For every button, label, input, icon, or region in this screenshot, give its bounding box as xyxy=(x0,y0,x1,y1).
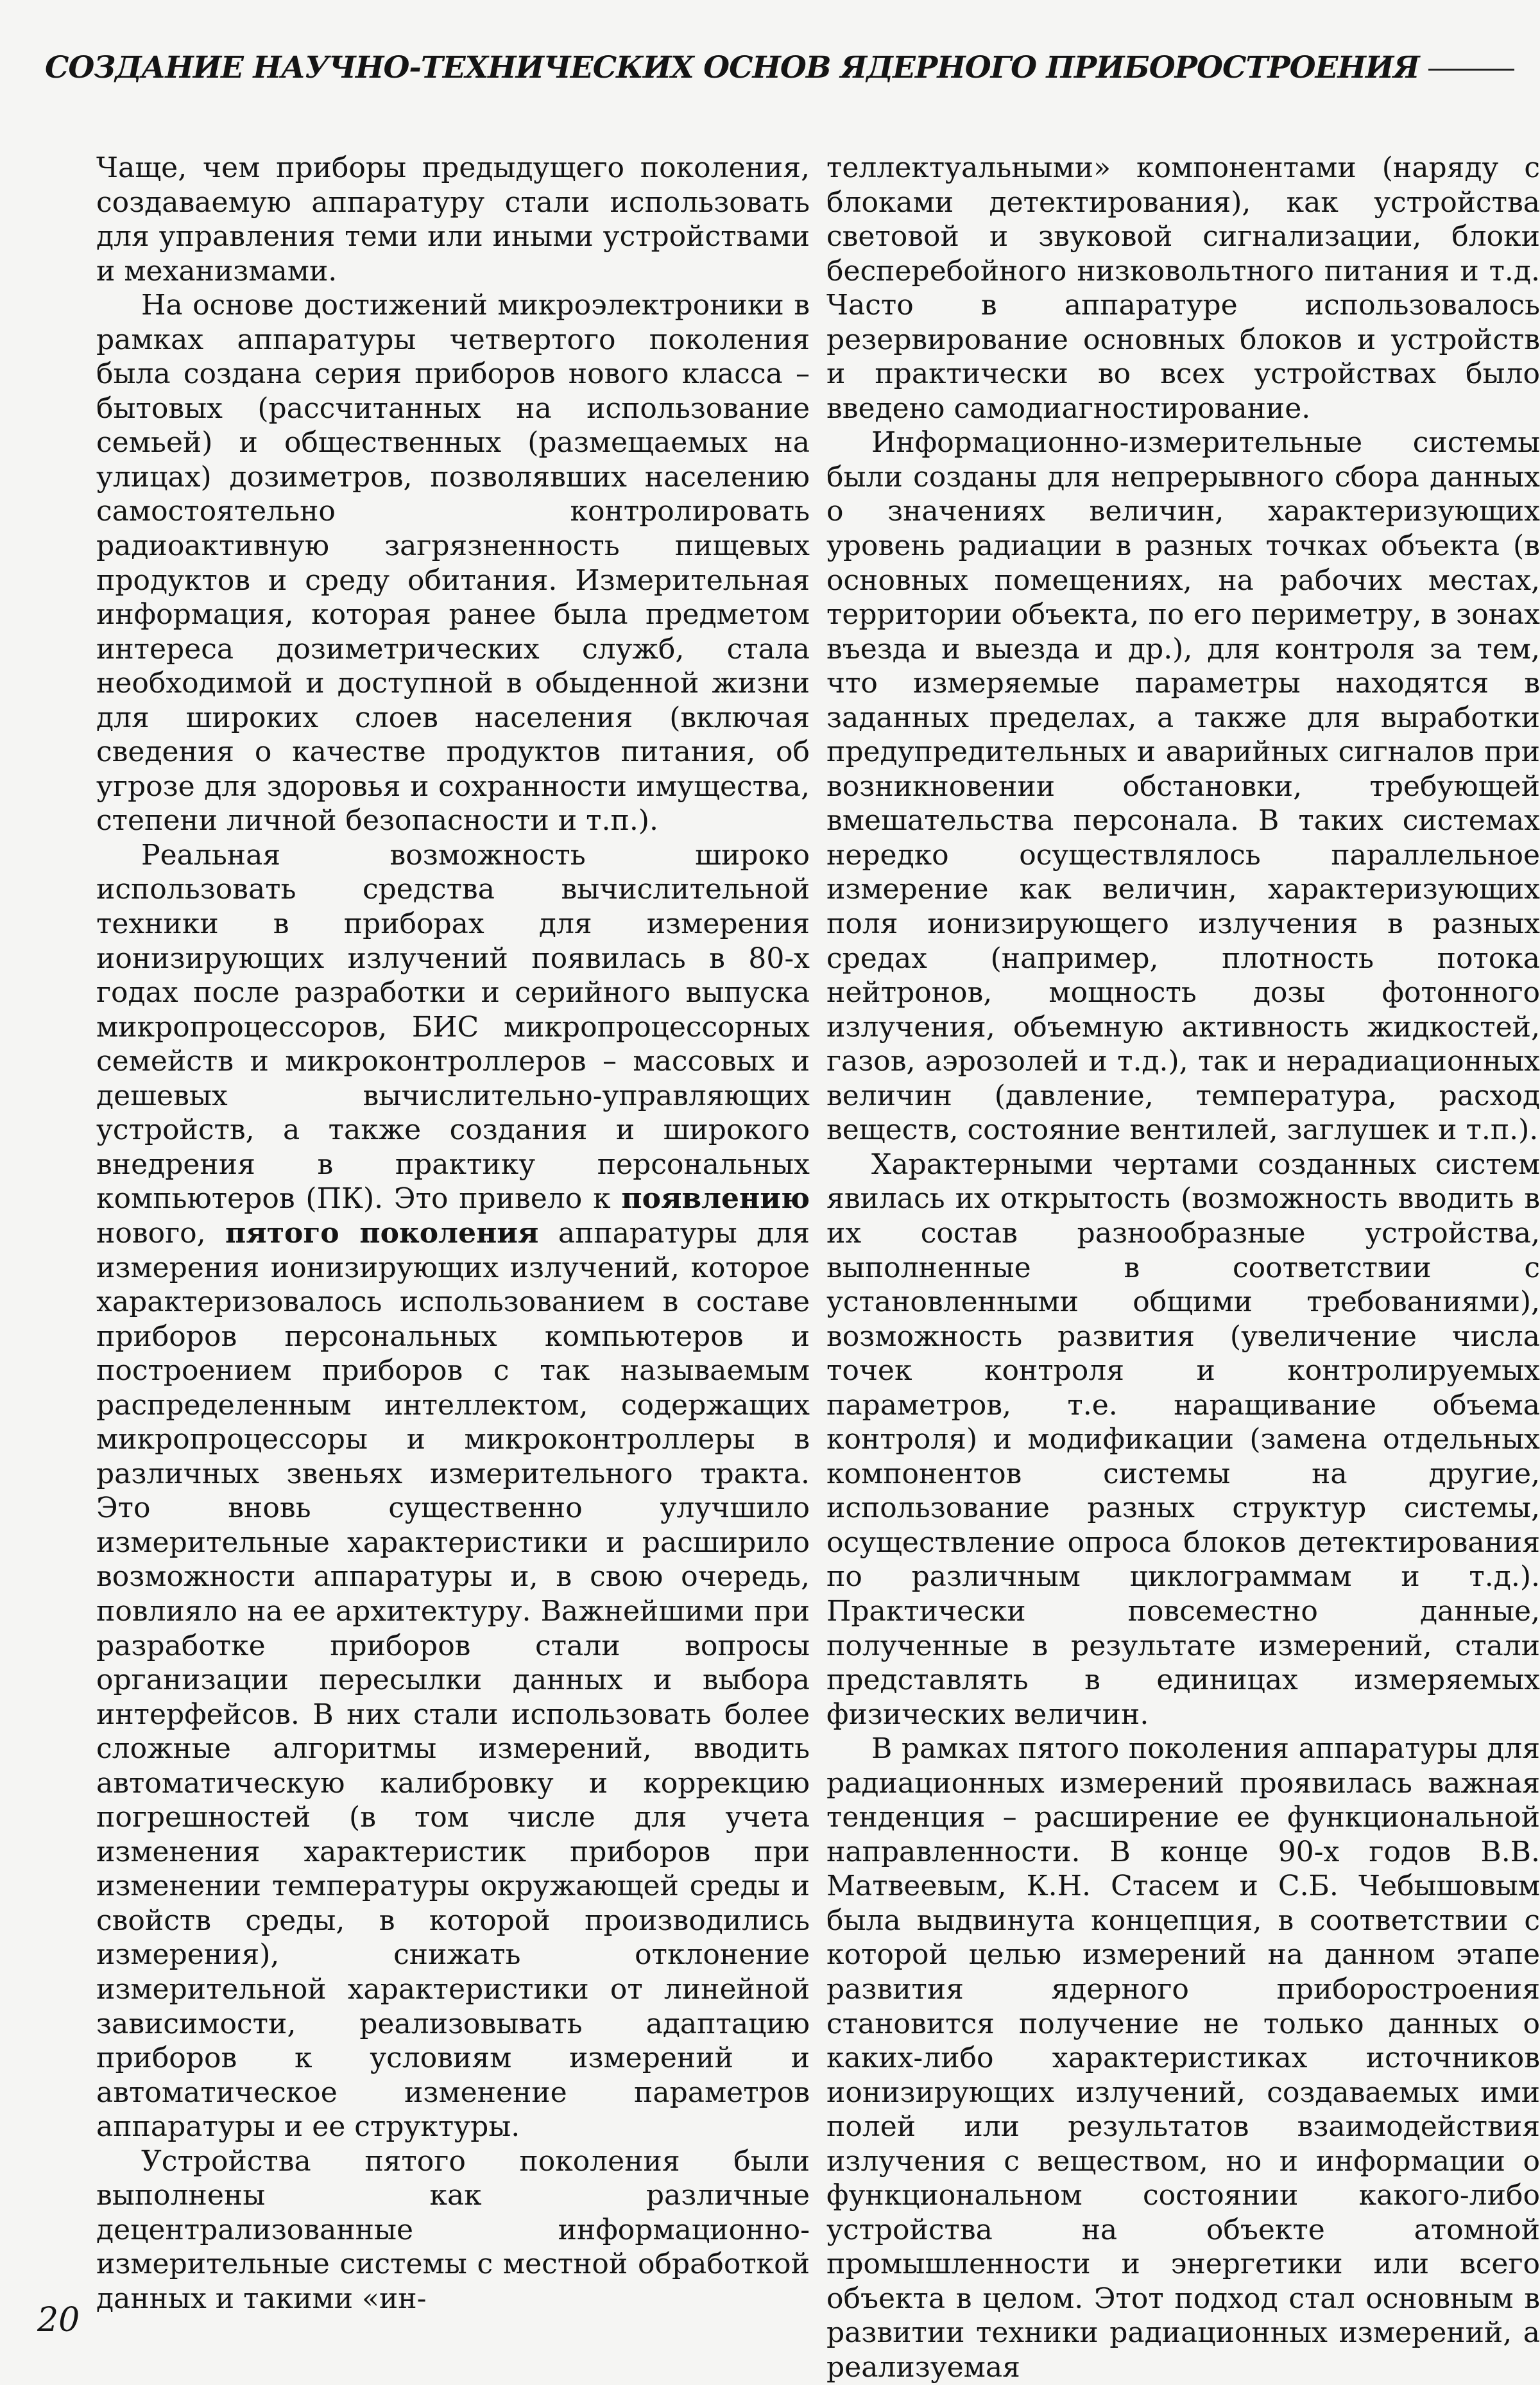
left-paragraph-3-end: аппаратуры для измерения ионизирующих излучений, которое характеризовалось использованием в составе приборов персональных компьютеров и построением приборов с так называемым распределенным интеллектом, содержащих микропроцессоры и микроконтроллеры в различных звеньях измерительного тракта. Это вновь существенно улучшило измерительные характеристики и расширило возможности аппаратуры и, в свою очередь, повлияло на ее архитектуру. Важнейшими при разработке приборов стали вопросы организации пересылки данных и выбора интерфейсов. В них стали использовать более сложные алгоритмы измерений, вводить автоматическую калибровку и коррекцию погрешностей (в том числе для учета изменения характеристик приборов при изменении температуры окружающей среды и свойств среды, в которой производились измерения), снижать отклонение измерительной характеристики от линейной зависимости, реализовывать адаптацию приборов к условиям измерений и автоматическое изменение параметров аппаратуры и ее структуры. xyxy=(96,1216,810,2144)
left-paragraph-3-start: Реальная возможность широко использовать средства вычислительной техники в приборах для измерения ионизирующих излучений появилась в 80-х годах после разработки и серийного выпуска микропроцессоров, БИС микропроцессорных семейств и микроконтроллеров – массовых и дешевых вычислительно-управляющих устройств, а также создания и широкого внедрения в практику персональных компьютеров (ПК). Это привело к xyxy=(96,838,810,1216)
bold-term-appearance: появлению xyxy=(621,1182,810,1216)
left-paragraph-4: Устройства пятого поколения были выполнены как различные децентрализованные информационно-измерительные системы с местной обработкой данных и такими «ин- xyxy=(96,2144,810,2315)
right-paragraph-1: теллектуальными» компонентами (наряду с блоками детектирования), как устройства световой и звуковой сигнализации, блоки бесперебойного низковольтного питания и т.д. Часто в аппаратуре использовалось резервирование основных блоков и устройств и практически во всех устройствах было введено самодиагностирование. xyxy=(826,151,1540,425)
right-paragraph-2: Информационно-измерительные системы были созданы для непрерывного сбора данных о значениях величин, характеризующих уровень радиации в разных точках объекта (в основных помещениях, на рабочих местах, территории объекта, по его периметру, в зонах въезда и выезда и др.), для контроля за тем, что измеряемые параметры находятся в заданных пределах, а также для выработки предупредительных и аварийных сигналов при возникновении обстановки, требующей вмешательства персонала. В таких системах нередко осуществлялось параллельное измерение как величин, характеризующих поля ионизирующего излучения в разных средах (например, плотность потока нейтронов, мощность дозы фотонного излучения, объемную активность жидкостей, газов, аэрозолей и т.д.), так и нерадиационных величин (давление, температура, расход веществ, состояние вентилей, заглушек и т.п.). xyxy=(826,426,1540,1147)
running-header xyxy=(45,50,1514,85)
left-paragraph-3 xyxy=(96,838,810,2144)
bold-term-fifth-generation: пятого поколения xyxy=(225,1216,539,1250)
right-paragraph-4: В рамках пятого поколения аппаратуры для радиационных измерений проявилась важная тенденция – расширение ее функциональной направленности. В конце 90-х годов В.В. Матвеевым, К.Н. Стасем и С.Б. Чебышовым была выдвинута концепция, в соответствии с которой целью измерений на данном этапе развития ядерного приборостроения становится получение не только данных о каких-либо характеристиках источников ионизирующих излучений, создаваемых ими полей или результатов взаимодействия излучения с веществом, но и информации о функциональном состоянии какого-либо устройства на объекте атомной промышленности и энергетики или всего объекта в целом. Этот подход стал основным в развитии техники радиационных измерений, а реализуемая xyxy=(826,1732,1540,2384)
left-paragraph-2: На основе достижений микроэлектроники в рамках аппаратуры четвертого поколения была создана серия приборов нового класса – бытовых (рассчитанных на использование семьей) и общественных (размещаемых на улицах) дозиметров, позволявших населению самостоятельно контролировать радиоактивную загрязненность пищевых продуктов и среду обитания. Измерительная информация, которая ранее была предметом интереса дозиметрических служб, стала необходимой и доступной в обыденной жизни для широких слоев населения (включая сведения о качестве продуктов питания, об угрозе для здоровья и сохранности имущества, степени личной безопасности и т.п.). xyxy=(96,289,810,838)
right-paragraph-3: Характерными чертами созданных систем явилась их открытость (возможность вводить в их состав разнообразные устройства, выполненные в соответствии с установленными общими требованиями), возможность развития (увеличение числа точек контроля и контролируемых параметров, т.е. наращивание объема контроля) и модификации (замена отдельных компонентов системы на другие, использование разных структур системы, осуществление опроса блоков детектирования по различным циклограммам и т.д.). Практически повсеместно данные, полученные в результате измерений, стали представлять в единицах измеряемых физических величин. xyxy=(826,1148,1540,1731)
left-paragraph-1: Чаще, чем приборы предыдущего поколения, создаваемую аппаратуру стали использовать для управления теми или иными устройствами и механизмами. xyxy=(96,151,810,288)
left-paragraph-3-mid: нового, xyxy=(96,1216,206,1250)
left-column xyxy=(96,151,810,2315)
header-title: СОЗДАНИЕ НАУЧНО-ТЕХНИЧЕСКИХ ОСНОВ ЯДЕРНОГО ПРИБОРОСТРОЕНИЯ xyxy=(45,50,1419,85)
right-column xyxy=(826,151,1540,2384)
header-rule xyxy=(1428,69,1514,71)
page-number: 20 xyxy=(37,2301,80,2339)
